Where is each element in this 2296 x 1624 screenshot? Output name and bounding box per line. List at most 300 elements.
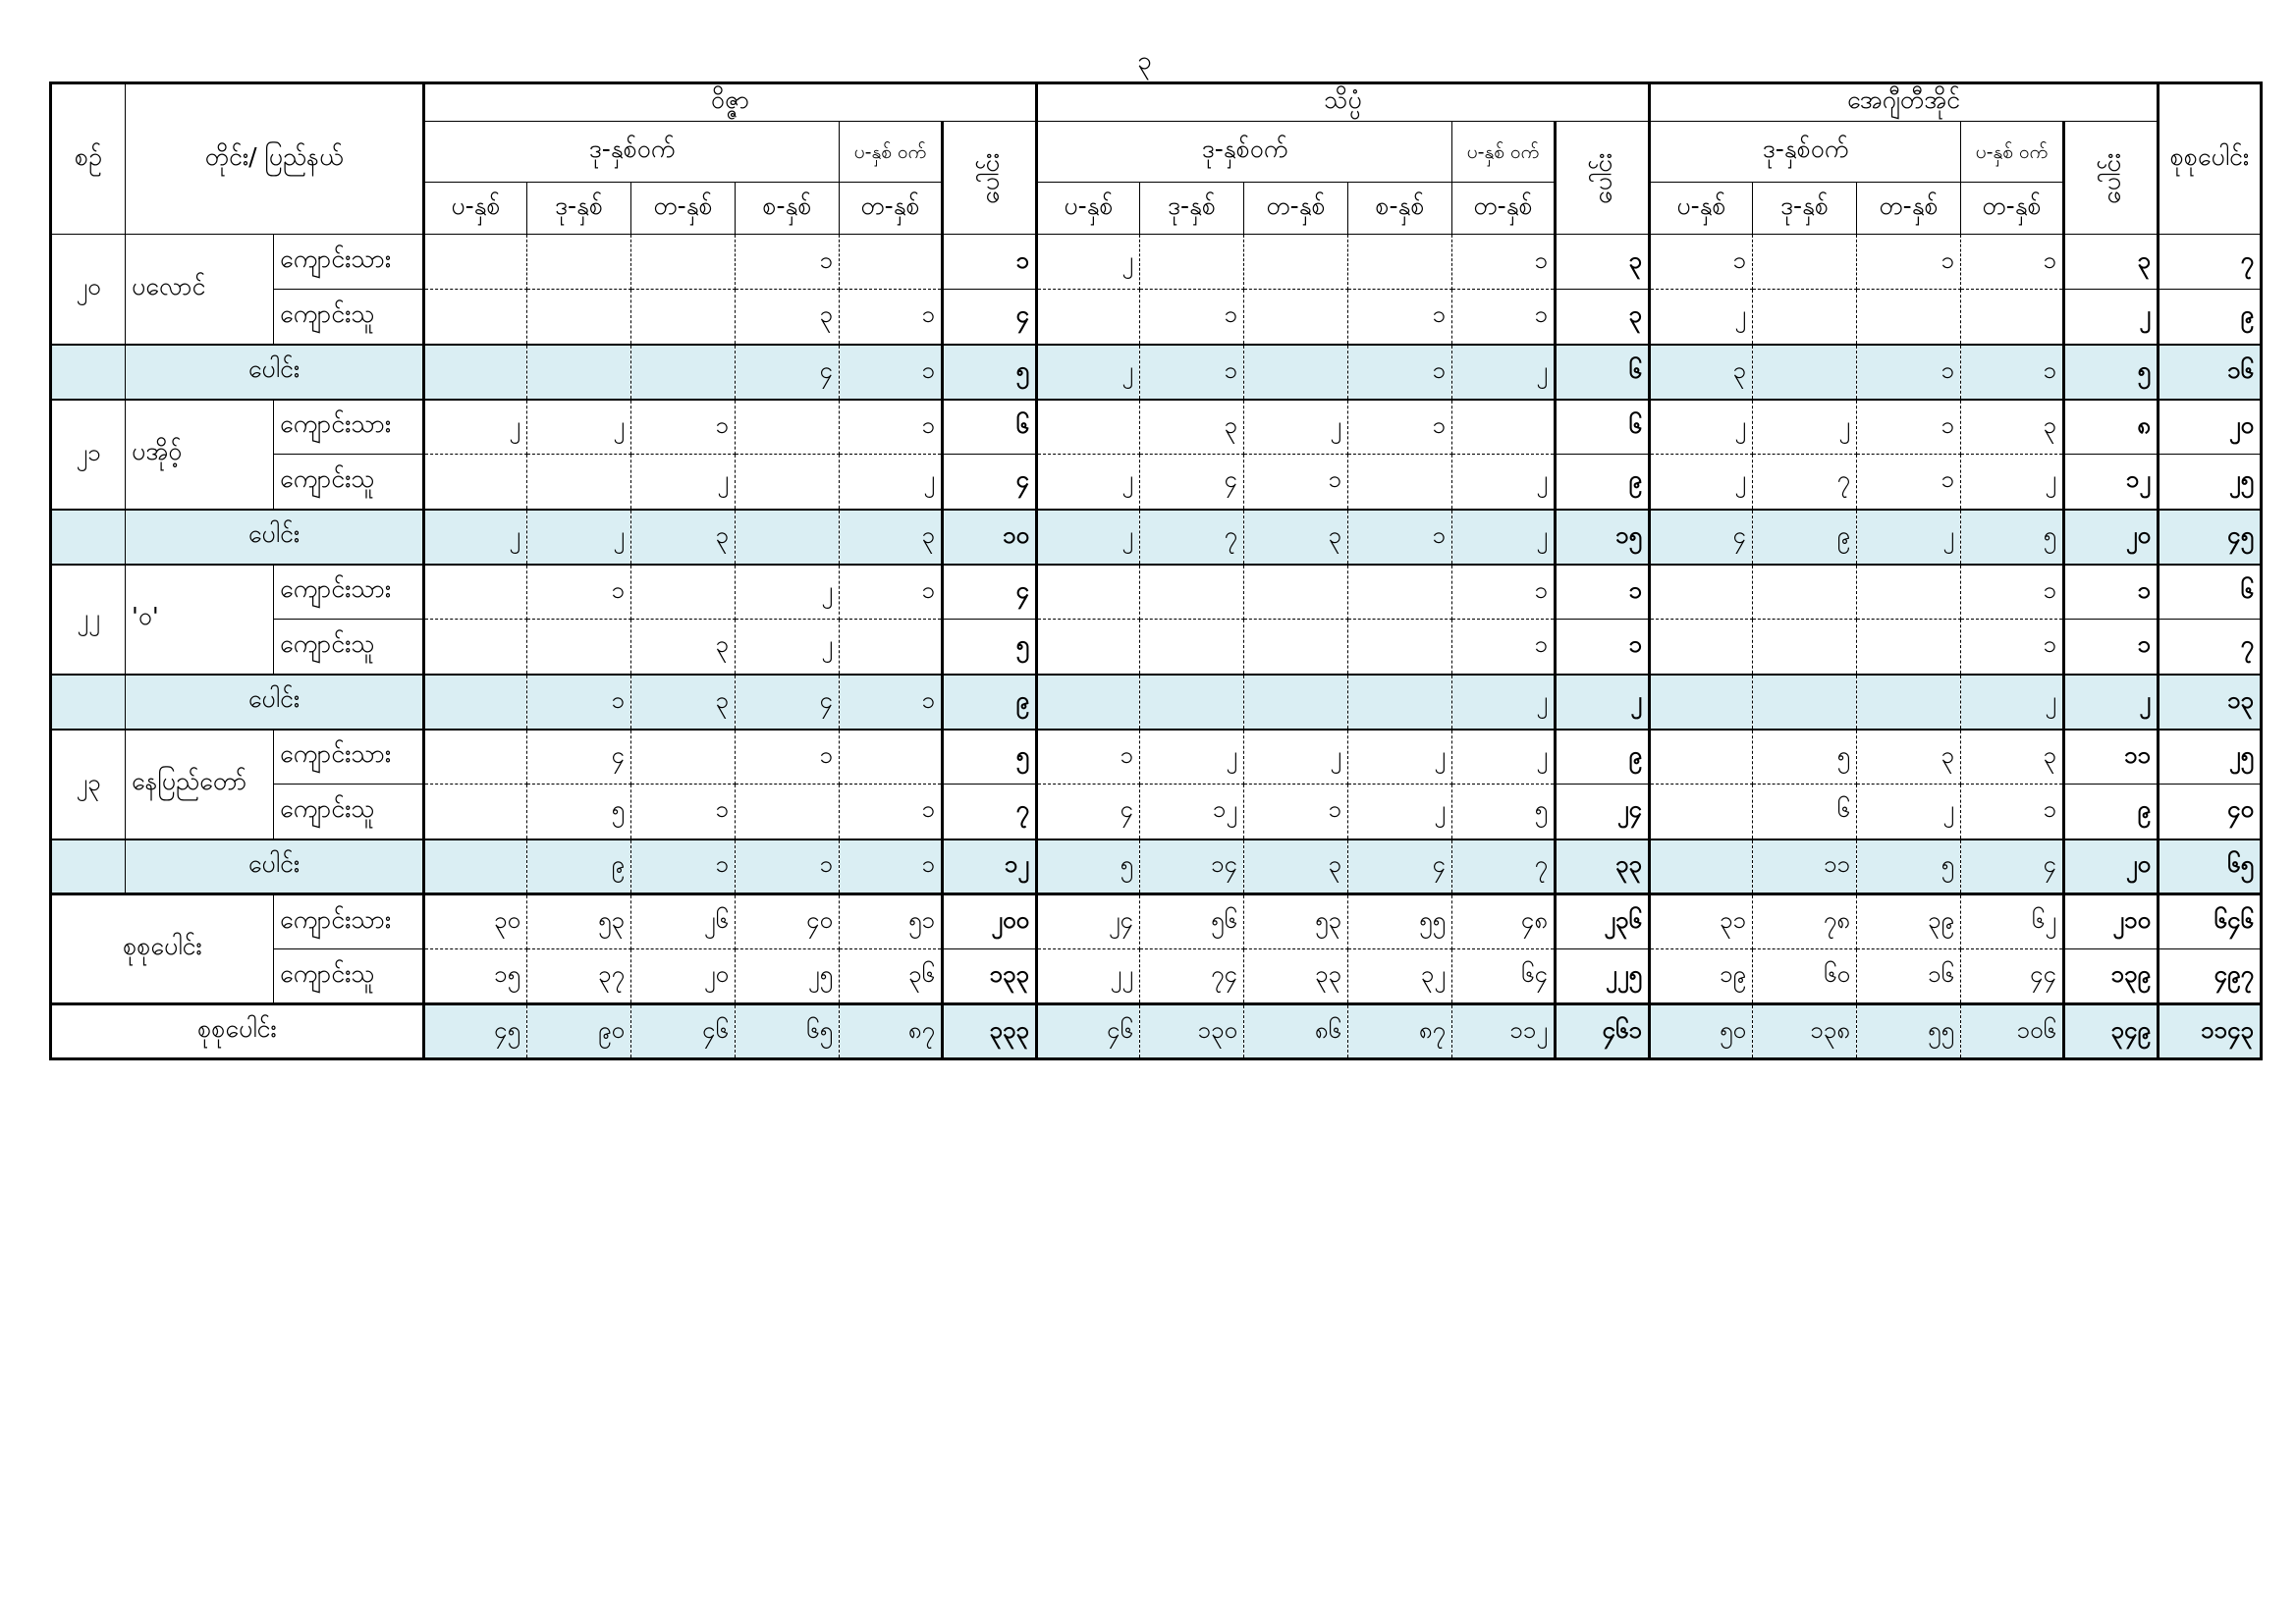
value-cell: ၉ [1753, 510, 1857, 565]
value-cell: ၃ [840, 510, 943, 565]
value-cell: ၂ [1452, 675, 1556, 730]
header-group-agti: အေဂျီတီအိုင် [1650, 83, 2159, 122]
value-cell: ၂၅ [736, 949, 840, 1004]
value-cell: ၁ [1961, 345, 2064, 400]
header-group-total: ပေါင်း [1556, 122, 1650, 235]
subtotal-label: ပေါင်း [126, 675, 424, 730]
value-cell [1753, 565, 1857, 620]
value-cell: ၁ [631, 400, 736, 455]
value-cell: ၉၀ [527, 1004, 631, 1059]
value-cell: ၅၅ [1857, 1004, 1961, 1059]
value-cell: ၂ [1452, 730, 1556, 785]
value-cell: ၂ [1857, 785, 1961, 839]
value-cell: ၁၀ [943, 510, 1037, 565]
value-cell: ၁ [1961, 565, 2064, 620]
value-cell [1348, 620, 1452, 675]
value-cell: ၂၀ [2064, 510, 2159, 565]
value-cell: ၁ [631, 785, 736, 839]
value-cell: ၄၆ [631, 1004, 736, 1059]
male-label: ကျောင်းသား [274, 894, 424, 949]
subtotal-row [51, 675, 2262, 730]
female-label: ကျောင်းသူ [274, 290, 424, 345]
value-cell [424, 839, 527, 894]
value-cell: ၁ [1961, 620, 2064, 675]
value-cell: ၃ [1650, 345, 1753, 400]
value-cell: ၁၁ [2064, 730, 2159, 785]
value-cell: ၁ [1556, 565, 1650, 620]
value-cell: ၃ [1961, 400, 2064, 455]
header-group-arts: ဝိဇ္ဇာ [424, 83, 1037, 122]
region-name: ပလောင် [126, 235, 274, 345]
value-cell [1244, 345, 1348, 400]
value-cell: ၅ [1961, 510, 2064, 565]
male-label: ကျောင်းသား [274, 565, 424, 620]
subtotal-row [51, 510, 2262, 565]
value-cell: ၉ [1556, 730, 1650, 785]
value-cell: ၁ [1348, 345, 1452, 400]
value-cell: ၄ [1961, 839, 2064, 894]
value-cell: ၉ [943, 675, 1037, 730]
value-cell: ၂၅ [2159, 455, 2262, 510]
subtotal-row [51, 839, 2262, 894]
value-cell: ၁ [1452, 565, 1556, 620]
value-cell: ၄၈ [1452, 894, 1556, 949]
value-cell: ၂ [736, 565, 840, 620]
header-year: ဒု-နှစ် [1140, 183, 1244, 235]
value-cell [1857, 675, 1961, 730]
table-row [51, 290, 2262, 345]
value-cell: ၂ [1348, 785, 1452, 839]
value-cell: ၁၂ [1140, 785, 1244, 839]
value-cell [1650, 675, 1753, 730]
value-cell [736, 455, 840, 510]
header-five-year: ပ-နှစ် ဝက် [840, 122, 943, 183]
value-cell: ၂ [424, 400, 527, 455]
value-cell: ၁ [1140, 290, 1244, 345]
header-year: ဒု-နှစ် [527, 183, 631, 235]
value-cell: ၁၁၄၃ [2159, 1004, 2262, 1059]
value-cell: ၂ [1961, 455, 2064, 510]
header-year: ဒု-နှစ် [1753, 183, 1857, 235]
header-five-year: ပ-နှစ် ဝက် [1961, 122, 2064, 183]
value-cell: ၃၄၉ [2064, 1004, 2159, 1059]
row-number: ၂၀ [51, 235, 126, 345]
header-year: စ-နှစ် [736, 183, 840, 235]
value-cell: ၇၄ [1140, 949, 1244, 1004]
region-name: နေပြည်တော် [126, 730, 274, 839]
value-cell: ၁ [2064, 565, 2159, 620]
value-cell: ၃ [1556, 235, 1650, 290]
value-cell: ၂ [1650, 400, 1753, 455]
header-year: တ-နှစ် [1452, 183, 1556, 235]
value-cell: ၃၇ [527, 949, 631, 1004]
value-cell: ၃ [1961, 730, 2064, 785]
value-cell [1140, 565, 1244, 620]
table-row [51, 455, 2262, 510]
row-number: ၂၂ [51, 565, 126, 675]
header-group-science: သိပ္ပံ [1037, 83, 1650, 122]
value-cell [840, 730, 943, 785]
value-cell [424, 565, 527, 620]
value-cell: ၁ [840, 785, 943, 839]
value-cell: ၅၃ [527, 894, 631, 949]
value-cell: ၃ [1244, 510, 1348, 565]
value-cell: ၄၅ [2159, 510, 2262, 565]
header-region: တိုင်း/ ပြည်နယ် [126, 83, 424, 235]
value-cell: ၂ [1244, 400, 1348, 455]
value-cell: ၂၆ [631, 894, 736, 949]
header-year: တ-နှစ် [1961, 183, 2064, 235]
value-cell: ၄ [943, 290, 1037, 345]
value-cell: ၁၆ [1857, 949, 1961, 1004]
value-cell [1037, 675, 1140, 730]
value-cell: ၈ [2064, 400, 2159, 455]
value-cell: ၂၄ [1037, 894, 1140, 949]
value-cell [424, 290, 527, 345]
statistics-table [49, 81, 2263, 1060]
value-cell: ၂ [840, 455, 943, 510]
value-cell: ၁ [1650, 235, 1753, 290]
value-cell: ၅၆ [1140, 894, 1244, 949]
value-cell: ၇ [1452, 839, 1556, 894]
value-cell: ၃၁ [1650, 894, 1753, 949]
value-cell: ၁ [1961, 235, 2064, 290]
value-cell: ၁ [1244, 785, 1348, 839]
value-cell: ၃၀ [424, 894, 527, 949]
value-cell: ၁၁ [1753, 839, 1857, 894]
header-five-year: ပ-နှစ် ဝက် [1452, 122, 1556, 183]
value-cell: ၅ [943, 620, 1037, 675]
value-cell: ၁ [736, 730, 840, 785]
value-cell: ၂၃၆ [1556, 894, 1650, 949]
subtotal-row [51, 345, 2262, 400]
header-year: ပ-နှစ် [1650, 183, 1753, 235]
value-cell [1140, 675, 1244, 730]
empty-cell [51, 510, 126, 565]
value-cell [424, 455, 527, 510]
value-cell [1037, 290, 1140, 345]
value-cell [1857, 620, 1961, 675]
value-cell: ၅၀ [1650, 1004, 1753, 1059]
region-name: ပအိုဝ့် [126, 400, 274, 510]
value-cell: ၈၇ [1348, 1004, 1452, 1059]
value-cell: ၁၃၃ [943, 949, 1037, 1004]
value-cell: ၂ [1857, 510, 1961, 565]
value-cell: ၃ [631, 510, 736, 565]
value-cell: ၁၃၈ [1753, 1004, 1857, 1059]
value-cell: ၁ [736, 235, 840, 290]
value-cell [1348, 675, 1452, 730]
value-cell: ၇ [1753, 455, 1857, 510]
value-cell: ၁၃၉ [2064, 949, 2159, 1004]
value-cell: ၅ [943, 345, 1037, 400]
value-cell [527, 620, 631, 675]
value-cell: ၂ [736, 620, 840, 675]
totals-row [51, 949, 2262, 1004]
value-cell: ၇၈ [1753, 894, 1857, 949]
value-cell [424, 345, 527, 400]
value-cell: ၄ [1348, 839, 1452, 894]
value-cell: ၉ [1556, 455, 1650, 510]
value-cell: ၃ [631, 620, 736, 675]
value-cell [1244, 620, 1348, 675]
value-cell [1650, 785, 1753, 839]
female-label: ကျောင်းသူ [274, 620, 424, 675]
header-year: တ-နှစ် [631, 183, 736, 235]
value-cell: ၂ [2064, 290, 2159, 345]
value-cell: ၂ [1244, 730, 1348, 785]
region-name: 'ဝ' [126, 565, 274, 675]
value-cell: ၅၅ [1348, 894, 1452, 949]
value-cell: ၂ [1452, 455, 1556, 510]
value-cell [424, 235, 527, 290]
value-cell: ၂၄ [1556, 785, 1650, 839]
value-cell [1244, 565, 1348, 620]
value-cell [631, 565, 736, 620]
value-cell: ၁ [1961, 785, 2064, 839]
male-label: ကျောင်းသား [274, 235, 424, 290]
value-cell: ၂ [527, 400, 631, 455]
table-row [51, 785, 2262, 839]
value-cell: ၁ [840, 565, 943, 620]
subtotal-label: ပေါင်း [126, 345, 424, 400]
value-cell: ၅ [527, 785, 631, 839]
subtotal-label: ပေါင်း [126, 510, 424, 565]
value-cell: ၁၀၆ [1961, 1004, 2064, 1059]
value-cell: ၆ [2159, 565, 2262, 620]
value-cell: ၃ [1140, 400, 1244, 455]
value-cell: ၅ [1452, 785, 1556, 839]
value-cell: ၈၆ [1244, 1004, 1348, 1059]
value-cell: ၃၃ [1556, 839, 1650, 894]
value-cell: ၂ [1037, 345, 1140, 400]
value-cell [1961, 290, 2064, 345]
value-cell: ၄၄ [1961, 949, 2064, 1004]
value-cell: ၁ [527, 675, 631, 730]
value-cell: ၆၀ [1753, 949, 1857, 1004]
female-label: ကျောင်းသူ [274, 949, 424, 1004]
row-number: ၂၁ [51, 400, 126, 510]
value-cell: ၄ [736, 675, 840, 730]
value-cell: ၄ [736, 345, 840, 400]
value-cell: ၃ [631, 675, 736, 730]
value-cell: ၆၅ [2159, 839, 2262, 894]
value-cell: ၆၅ [736, 1004, 840, 1059]
value-cell: ၄ [1650, 510, 1753, 565]
value-cell: ၅ [2064, 345, 2159, 400]
value-cell [631, 235, 736, 290]
value-cell: ၂၀ [631, 949, 736, 1004]
value-cell: ၆ [943, 400, 1037, 455]
value-cell: ၁ [1556, 620, 1650, 675]
value-cell: ၄၀ [736, 894, 840, 949]
value-cell: ၃ [2064, 235, 2159, 290]
value-cell: ၂ [1452, 510, 1556, 565]
value-cell [527, 455, 631, 510]
subtotal-label: ပေါင်း [126, 839, 424, 894]
value-cell: ၅၁ [840, 894, 943, 949]
header-year: ပ-နှစ် [1037, 183, 1140, 235]
female-label: ကျောင်းသူ [274, 455, 424, 510]
header-year: ပ-နှစ် [424, 183, 527, 235]
header-year: စ-နှစ် [1348, 183, 1452, 235]
value-cell [1244, 290, 1348, 345]
value-cell [1753, 675, 1857, 730]
value-cell: ၅ [1857, 839, 1961, 894]
value-cell: ၂ [1140, 730, 1244, 785]
value-cell [631, 730, 736, 785]
value-cell: ၁ [840, 290, 943, 345]
value-cell: ၄ [1037, 785, 1140, 839]
value-cell: ၁ [1140, 345, 1244, 400]
value-cell [424, 785, 527, 839]
value-cell: ၂၀ [2064, 839, 2159, 894]
value-cell: ၁ [1857, 345, 1961, 400]
value-cell: ၂ [1037, 455, 1140, 510]
page-number: ၃ [1137, 46, 1152, 76]
value-cell: ၂ [424, 510, 527, 565]
value-cell: ၅ [1753, 730, 1857, 785]
grand-total-label: စုစုပေါင်း [51, 1004, 424, 1059]
value-cell: ၄ [943, 565, 1037, 620]
value-cell [1348, 235, 1452, 290]
value-cell: ၆၄၆ [2159, 894, 2262, 949]
male-label: ကျောင်းသား [274, 400, 424, 455]
value-cell [1650, 730, 1753, 785]
value-cell: ၂၀ [2159, 400, 2262, 455]
value-cell: ၅၃ [1244, 894, 1348, 949]
value-cell: ၂ [1452, 345, 1556, 400]
header-three-year: ဒု-နှစ်ဝက် [424, 122, 840, 183]
value-cell [840, 235, 943, 290]
value-cell [1753, 620, 1857, 675]
value-cell: ၃ [1857, 730, 1961, 785]
value-cell: ၁၄ [1140, 839, 1244, 894]
value-cell: ၄၉၇ [2159, 949, 2262, 1004]
value-cell: ၁၁၂ [1452, 1004, 1556, 1059]
value-cell: ၃၃၃ [943, 1004, 1037, 1059]
value-cell: ၃၂ [1348, 949, 1452, 1004]
value-cell: ၁ [1348, 290, 1452, 345]
value-cell [736, 785, 840, 839]
value-cell [1037, 565, 1140, 620]
value-cell: ၁ [943, 235, 1037, 290]
value-cell: ၁၅ [424, 949, 527, 1004]
value-cell [1753, 290, 1857, 345]
value-cell: ၁ [2064, 620, 2159, 675]
value-cell [424, 730, 527, 785]
value-cell [527, 235, 631, 290]
header-no: စဉ် [51, 83, 126, 235]
value-cell: ၁ [1452, 290, 1556, 345]
value-cell: ၅ [943, 730, 1037, 785]
row-number: ၂၃ [51, 730, 126, 839]
value-cell [1753, 235, 1857, 290]
value-cell: ၁၂ [2064, 455, 2159, 510]
value-cell: ၄၆ [1037, 1004, 1140, 1059]
empty-cell [51, 839, 126, 894]
value-cell: ၇ [1140, 510, 1244, 565]
value-cell [736, 400, 840, 455]
table-row [51, 235, 2262, 290]
value-cell: ၃၉ [1857, 894, 1961, 949]
table-row [51, 400, 2262, 455]
value-cell: ၂ [2064, 675, 2159, 730]
value-cell: ၁၅ [1556, 510, 1650, 565]
grand-total-row [51, 1004, 2262, 1059]
value-cell: ၂ [1037, 510, 1140, 565]
value-cell: ၂ [1556, 675, 1650, 730]
value-cell [1037, 400, 1140, 455]
value-cell: ၅ [1037, 839, 1140, 894]
value-cell: ၂ [1753, 400, 1857, 455]
empty-cell [51, 675, 126, 730]
value-cell: ၂ [1650, 455, 1753, 510]
value-cell: ၁ [840, 345, 943, 400]
value-cell [527, 345, 631, 400]
value-cell: ၉ [527, 839, 631, 894]
value-cell: ၁ [736, 839, 840, 894]
value-cell: ၂ [631, 455, 736, 510]
table-body [51, 83, 2262, 1059]
value-cell: ၁ [1244, 455, 1348, 510]
value-cell [1140, 620, 1244, 675]
header-year: တ-နှစ် [840, 183, 943, 235]
header-three-year: ဒု-နှစ်ဝက် [1037, 122, 1452, 183]
value-cell: ၁ [840, 839, 943, 894]
value-cell: ၂ [1650, 290, 1753, 345]
value-cell: ၂၅ [2159, 730, 2262, 785]
value-cell: ၁ [1857, 400, 1961, 455]
value-cell [1348, 565, 1452, 620]
value-cell: ၂ [1961, 675, 2064, 730]
value-cell [736, 510, 840, 565]
table-row [51, 620, 2262, 675]
value-cell [1244, 235, 1348, 290]
value-cell [424, 675, 527, 730]
value-cell [1650, 565, 1753, 620]
totals-row [51, 894, 2262, 949]
value-cell: ၁ [1857, 455, 1961, 510]
value-cell: ၁ [840, 675, 943, 730]
value-cell: ၆၄ [1452, 949, 1556, 1004]
value-cell: ၁၃၀ [1140, 1004, 1244, 1059]
value-cell [424, 620, 527, 675]
value-cell [1857, 290, 1961, 345]
value-cell: ၁ [1452, 235, 1556, 290]
value-cell: ၆ [1753, 785, 1857, 839]
value-cell: ၁ [1037, 730, 1140, 785]
value-cell: ၃၃ [1244, 949, 1348, 1004]
value-cell: ၆ [1556, 400, 1650, 455]
header-grand-total: စုစုပေါင်း [2159, 83, 2262, 235]
value-cell: ၃ [1556, 290, 1650, 345]
value-cell: ၄ [527, 730, 631, 785]
value-cell: ၆ [1556, 345, 1650, 400]
value-cell: ၁ [631, 839, 736, 894]
female-label: ကျောင်းသူ [274, 785, 424, 839]
value-cell: ၇ [943, 785, 1037, 839]
value-cell [1037, 620, 1140, 675]
value-cell [840, 620, 943, 675]
value-cell: ၃၆ [840, 949, 943, 1004]
value-cell: ၄ [1140, 455, 1244, 510]
value-cell: ၂ [527, 510, 631, 565]
value-cell [1857, 565, 1961, 620]
value-cell: ၁၉ [1650, 949, 1753, 1004]
value-cell: ၄၀ [2159, 785, 2262, 839]
header-year: တ-နှစ် [1244, 183, 1348, 235]
